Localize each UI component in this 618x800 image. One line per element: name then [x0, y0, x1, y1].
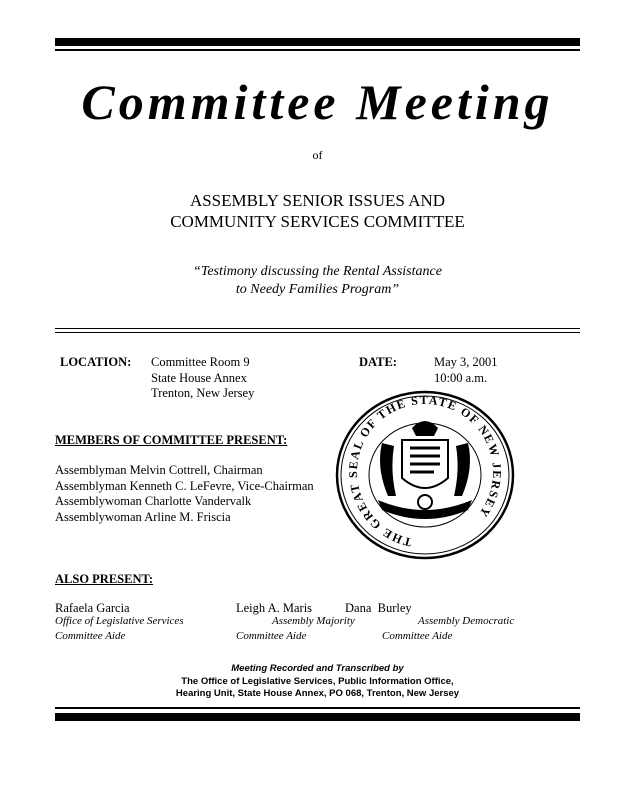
members-heading: MEMBERS OF COMMITTEE PRESENT: [55, 433, 288, 447]
also-present-name: Leigh A. Maris [236, 601, 313, 615]
member-item: Assemblyman Melvin Cottrell, Chairman [55, 463, 263, 477]
footer-line1: Meeting Recorded and Transcribed by [231, 663, 404, 674]
footer-line3: Hearing Unit, State House Annex, PO 068, Trenton, New Jersey [175, 688, 460, 699]
meeting-subject [55, 263, 580, 299]
date-value [434, 355, 498, 386]
location-line-3: Trenton, New Jersey [151, 386, 255, 400]
top-thick-rule [55, 38, 580, 46]
state-seal-icon [330, 388, 520, 563]
document-title: Committee Meeting [81, 74, 554, 130]
title-of: of [312, 148, 323, 162]
divider-rule-top [55, 328, 580, 329]
also-present-name: Rafaela Garcia [55, 601, 130, 615]
location-line-2: State House Annex [151, 370, 247, 385]
committee-name [55, 190, 580, 232]
location-value [151, 355, 254, 402]
bottom-thin-rule [55, 707, 580, 709]
meeting-subject-line1: “Testimony discussing the Rental Assistance [193, 264, 442, 279]
divider-rule-bottom [55, 332, 580, 333]
also-present-role: Committee Aide [236, 630, 307, 642]
also-present-role: Committee Aide [55, 630, 126, 642]
footer-line2: The Office of Legislative Services, Public Information Office, [181, 675, 454, 687]
members-list [55, 463, 314, 525]
bottom-thick-rule [55, 713, 580, 721]
date-label: DATE: [359, 355, 397, 369]
also-present-heading: ALSO PRESENT: [55, 572, 154, 586]
committee-name-line2: COMMUNITY SERVICES COMMITTEE [170, 212, 465, 231]
committee-name-line1: ASSEMBLY SENIOR ISSUES AND [189, 191, 446, 210]
also-present-office: Assembly Majority [272, 615, 355, 627]
top-thin-rule [55, 49, 580, 51]
member-item: Assemblywoman Charlotte Vandervalk [55, 494, 252, 508]
member-item: Assemblyman Kenneth C. LeFevre, Vice-Chairman [55, 478, 314, 493]
seal-legend-text: THE GREAT SEAL OF THE STATE OF NEW JERSEY [345, 392, 505, 550]
date-line-2: 10:00 a.m. [434, 370, 488, 385]
also-present-role: Committee Aide [382, 630, 453, 642]
location-line-1: Committee Room 9 [151, 355, 250, 369]
also-present-office: Office of Legislative Services [55, 615, 184, 627]
also-present-office: Assembly Democratic [418, 615, 515, 627]
meeting-subject-line2: to Needy Families Program” [235, 282, 400, 297]
transcription-credit [55, 663, 580, 701]
member-item: Assemblywoman Arline M. Friscia [55, 509, 231, 524]
date-line-1: May 3, 2001 [434, 355, 498, 369]
location-label: LOCATION: [60, 355, 132, 369]
also-present-name: Dana Burley [345, 601, 412, 615]
